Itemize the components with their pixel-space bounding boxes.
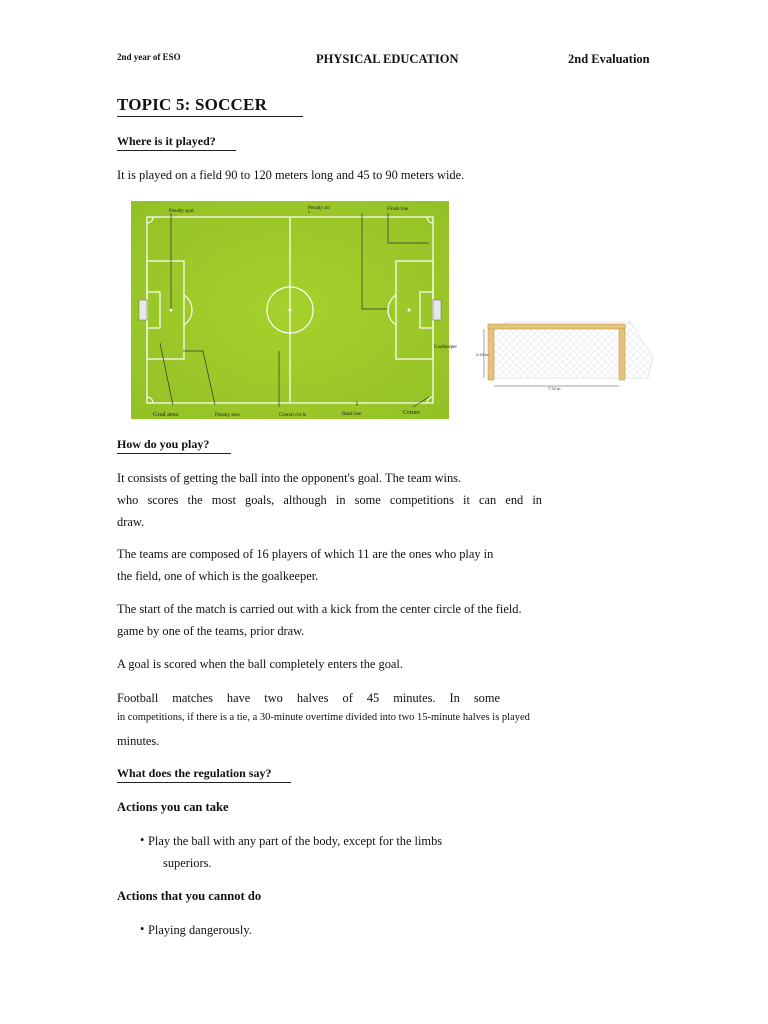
header-subject: PHYSICAL EDUCATION (316, 52, 459, 66)
section-heading-how: How do you play? (117, 437, 210, 451)
header-evaluation: 2nd Evaluation (568, 52, 650, 66)
right-goal (433, 300, 441, 320)
label-band-line: Band line (342, 412, 362, 417)
label-central-circle: Central circle (279, 413, 307, 418)
subheading-can: Actions you can take (117, 800, 229, 814)
goal-height-label: 2.44 m (476, 352, 489, 357)
goal-crossbar (488, 324, 625, 329)
paragraph-field-size: It is played on a field 90 to 120 meters long and 45 to 90 meters wide. (117, 168, 465, 182)
header-year: 2nd year of ESO (117, 52, 181, 62)
list-item-can-1: Play the ball with any part of the body, except for the limbs (148, 834, 443, 848)
paragraph-objective: It consists of getting the ball into the opponent's goal. The team wins. who scores the most goals, although in some competitions it can end in draw. (117, 471, 542, 529)
section-underline (117, 453, 231, 454)
paragraph-halves-line3: minutes. (117, 734, 160, 748)
subheading-cannot: Actions that you cannot do (117, 889, 262, 903)
soccer-goal-diagram (478, 312, 678, 397)
paragraph-goal: A goal is scored when the ball completely enters the goal. (117, 657, 403, 671)
topic-title: TOPIC 5: SOCCER (117, 95, 268, 114)
label-penalty-arc: Penalty arc (308, 206, 331, 211)
section-underline (117, 782, 291, 783)
label-corner: Corner (403, 410, 420, 416)
bullet-marker: • (140, 922, 145, 936)
paragraph-halves: Football matches have two halves of 45 minutes. In some (117, 691, 500, 705)
paragraph-teams: The teams are composed of 16 players of which 11 are the ones who play in the field, one of which is the goalkeeper. (117, 547, 494, 583)
soccer-field-diagram (131, 201, 458, 419)
paragraph-start: The start of the match is carried out with a kick from the center circle of the field. game by one of the teams, prior draw. (117, 602, 522, 638)
left-goal (139, 300, 147, 320)
section-underline (117, 150, 236, 151)
label-penalty-area: Penalty area (215, 413, 240, 418)
section-heading-where: Where is it played? (117, 134, 216, 148)
goal-net (494, 322, 653, 378)
goal-width-label: 7.32 m (548, 386, 561, 391)
topic-underline (117, 116, 303, 117)
label-finish-line: Finish line (387, 207, 409, 212)
paragraph-halves-line2: in competitions, if there is a tie, a 30-minute overtime divided into two 15-minute halves is played (117, 712, 530, 723)
label-penalty-spot: Penalty spot (169, 209, 194, 214)
section-heading-regulation: What does the regulation say? (117, 766, 272, 780)
list-item-can-1-cont: superiors. (163, 856, 212, 870)
list-item-cannot-1: Playing dangerously. (148, 923, 252, 937)
goal-right-post (619, 326, 625, 380)
label-goalkeeper: Goalkeeper (434, 345, 458, 350)
label-goal-area: Goal area (153, 411, 179, 418)
goal-left-post (488, 326, 494, 380)
bullet-marker: • (140, 833, 145, 847)
